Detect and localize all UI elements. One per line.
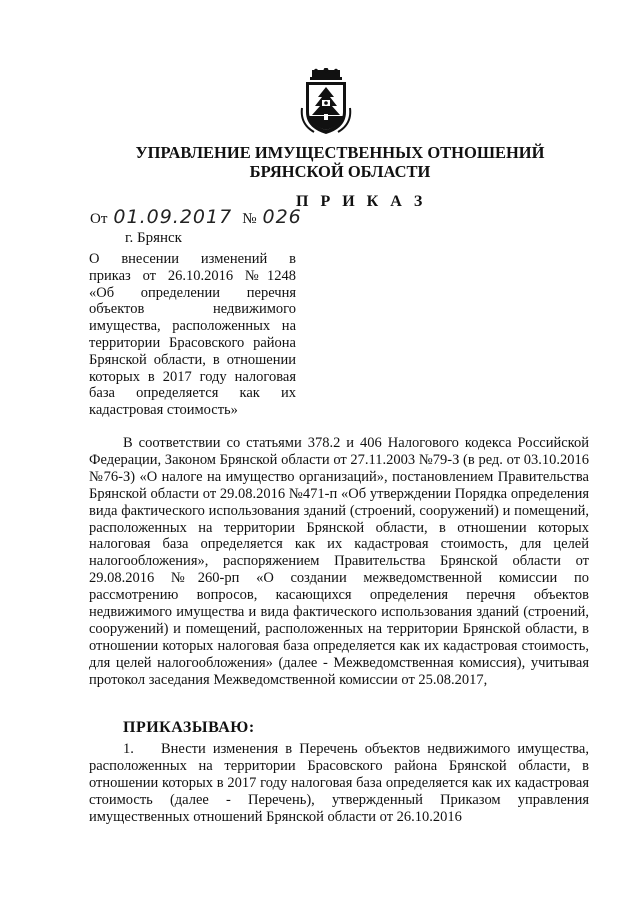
subject-block	[89, 251, 296, 419]
number-label: №	[242, 211, 257, 227]
subject-line: имущества, расположенных на	[89, 318, 296, 335]
document-title: П Р И К А З	[296, 193, 427, 210]
handwritten-number: 026	[262, 206, 302, 228]
subject-line: О внесении изменений в	[89, 251, 296, 267]
decree-heading: ПРИКАЗЫВАЮ:	[123, 719, 255, 736]
date-label: От	[90, 211, 108, 227]
date-number-line	[90, 206, 302, 228]
coat-of-arms-icon	[296, 68, 356, 136]
subject-line: база определяется как их	[89, 385, 296, 402]
subject-line: которых в 2017 году налоговая	[89, 368, 296, 385]
subject-line: «Об определении перечня	[89, 284, 296, 301]
organization-name-line1: УПРАВЛЕНИЕ ИМУЩЕСТВЕННЫХ ОТНОШЕНИЙ	[135, 143, 545, 162]
item-text: Внести изменения в Перечень объектов недвижимого имущества, расположенных на территории Брасовского района Брянской области, в отношении которых в 2017 году налоговая база определяется как их кадастровая стоимость (далее - Перечень), утвержденный Приказом управления имущественных отношений Брянской области от 26.10.2016	[89, 741, 589, 825]
city-label: г. Брянск	[125, 230, 182, 246]
organization-name-line2: БРЯНСКОЙ ОБЛАСТИ	[249, 162, 431, 181]
subject-line: объектов недвижимого	[89, 301, 296, 318]
subject-line: кадастровая стоимость»	[89, 402, 238, 419]
subject-line: Брянской области, в отношении	[89, 351, 296, 368]
handwritten-date: 01.09.2017	[113, 206, 233, 228]
subject-line: территории Брасовского района	[89, 334, 296, 351]
subject-line: приказ от 26.10.2016 №1248	[89, 267, 296, 284]
item-number: 1.	[123, 741, 134, 757]
decree-item-paragraph	[89, 741, 589, 826]
preamble	[89, 435, 589, 689]
preamble-paragraph: В соответствии со статьями 378.2 и 406 Налогового кодекса Российской Федерации, Законом Брянской области от 27.11.2003 №79-З (в ред. от 03.10.2016 №76-З) «О налоге на имущество организаций», постановлением Правительства Брянской области от 29.08.2016 №471-п «Об утверждении Порядка определения вида фактического использования зданий (строений, сооружений) и помещений, расположенных на территории Брянской области, в отношении которых налоговая база определяется как их кадастровая стоимость, для целей налогообложения», распоряжением Правительства Брянской области от 29.08.2016 №260-рп «О создании межведомственной комиссии по рассмотрению вопросов, касающихся определения перечня объектов недвижимого имущества и вида фактического использования зданий (строений, сооружений) и помещений, расположенных на территории Брянской области, в отношении которых налоговая база определяется как их кадастровая стоимость, для целей налогообложения» (далее - Межведомственная комиссия), учитывая протокол заседания Межведомственной комиссии от 25.08.2017,	[89, 435, 589, 688]
decree-item-1	[89, 741, 589, 826]
